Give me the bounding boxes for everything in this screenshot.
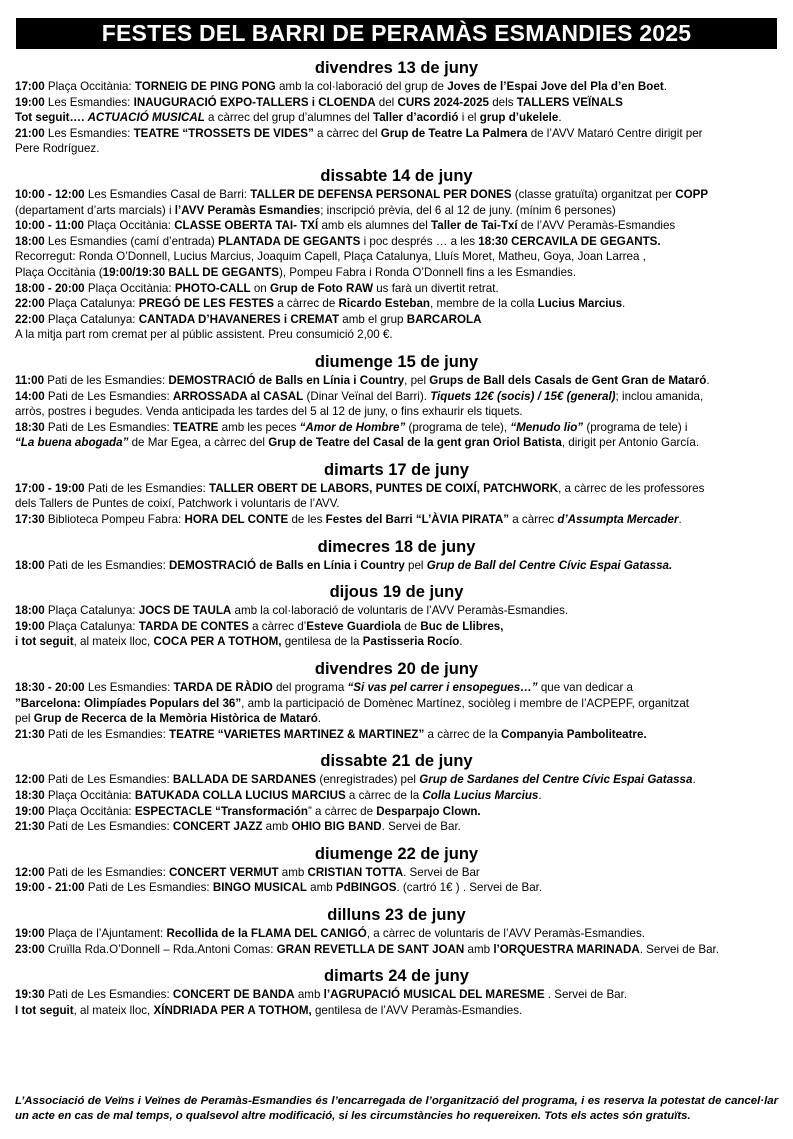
event-text: PLANTADA DE GEGANTS: [218, 234, 361, 248]
event-text: Biblioteca Pompeu Fabra:: [44, 513, 185, 527]
event-text: de l’AVV Peramàs-Esmandies: [517, 219, 676, 233]
event-text: .: [622, 297, 626, 311]
event-text: Plaça Catalunya:: [44, 312, 139, 326]
event-text: Buc de Llibres,: [420, 619, 504, 633]
event-text: arròs, postres i begudes. Venda anticipada les tardes del 5 al 12 de juny, o fins exhaurir els tiquets.: [15, 405, 523, 419]
event-text: i poc després … a les: [360, 234, 479, 248]
day-heading: dijous 19 de juny: [329, 583, 464, 602]
event-text: CANTADA D’HAVANERES i CREMAT: [138, 312, 340, 326]
event-text: 17:00: [15, 80, 45, 93]
event-text: Pati de les Esmandies:: [44, 727, 170, 741]
event-text: Pati de les Esmandies:: [84, 481, 209, 495]
event-text: amb: [306, 881, 336, 895]
event-text: Plaça Occitània:: [83, 219, 175, 233]
event-text: CONCERT DE BANDA: [172, 988, 295, 1002]
event-text: 17:00 - 19:00: [15, 481, 85, 495]
event-text: amb la col·laboració de voluntaris de l’AVV Peramàs-Esmandies.: [231, 604, 569, 618]
day-heading: diumenge 15 de juny: [314, 352, 479, 371]
event-text: CRISTIAN TOTTA: [307, 865, 404, 879]
event-line: [15, 819, 778, 835]
event-text: Pati de Les Esmandies:: [44, 420, 173, 434]
event-text: de les: [288, 513, 326, 527]
event-text: 19:30: [15, 988, 45, 1002]
event-text: CONCERT JAZZ: [172, 820, 263, 834]
event-text: Plaça Occitània (: [15, 265, 103, 279]
event-text: 17:30: [15, 513, 45, 527]
event-line: [15, 420, 778, 436]
day-heading: dilluns 23 de juny: [327, 905, 466, 924]
event-text: XÍNDRIADA PER A TOTHOM,: [153, 1003, 312, 1017]
event-line: [15, 481, 778, 497]
event-text: Les Esmandies (camí d’entrada): [44, 234, 218, 248]
event-text: Taller de Tai-Txí: [431, 219, 518, 233]
event-text: de Mar Egea, a càrrec del: [128, 436, 269, 450]
event-text: TORNEIG DE PING PONG: [134, 80, 276, 93]
event-line: [15, 203, 778, 219]
event-text: .: [692, 773, 696, 787]
event-text: , dirigit per Antonio García.: [561, 436, 700, 450]
event-text: , pel: [404, 373, 430, 387]
day-heading: dissabte 21 de juny: [320, 752, 473, 771]
day-heading: dissabte 14 de juny: [320, 166, 473, 185]
event-text: Taller d’acordió: [372, 111, 459, 125]
event-text: BARCAROLA: [406, 312, 482, 326]
event-text: Grup de Teatre La Palmera: [380, 126, 528, 140]
event-text: .: [538, 789, 542, 802]
event-text: (departament d’arts marcials) i: [15, 203, 175, 217]
event-text: Colla Lucius Marcius: [422, 789, 539, 802]
event-text: Pati de les Esmandies:: [44, 373, 169, 387]
event-text: 18:00: [15, 604, 45, 618]
event-line: [15, 389, 778, 405]
day-heading: diumenge 22 de juny: [314, 844, 479, 863]
event-text: , a càrrec de voluntaris de l’AVV Peramàs-Esmandies.: [366, 926, 645, 940]
event-text: 19:00: [15, 926, 45, 940]
event-text: Tot seguit….: [15, 111, 88, 125]
event-text: Les Esmandies:: [44, 95, 134, 109]
event-text: I tot seguit: [15, 1003, 74, 1017]
event-line: [15, 788, 778, 804]
event-text: del programa: [272, 681, 348, 695]
event-text: Joves de l’Espai Jove del Pla d’en Boet: [447, 80, 664, 93]
event-line: [15, 696, 778, 712]
event-line: [15, 265, 778, 281]
program-schedule: [15, 58, 778, 1018]
event-text: , al mateix lloc,: [73, 1003, 154, 1017]
event-text: amb el grup: [339, 312, 407, 326]
event-text: Pati de Les Esmandies:: [44, 389, 173, 403]
event-text: (classe gratuïta) organitzat per: [511, 187, 676, 201]
event-text: (programa de tele),: [405, 420, 511, 434]
event-text: Grup de Teatre del Casal de la gent gran Oriol Batista: [268, 436, 562, 450]
event-text: .: [558, 111, 562, 125]
program-page: [0, 18, 793, 1139]
event-text: a càrrec: [509, 513, 558, 527]
event-text: “Amor de Hombre”: [299, 420, 406, 434]
event-text: 18:30 - 20:00: [15, 681, 85, 695]
event-text: . Servei de Bar.: [381, 820, 461, 834]
event-line: [15, 512, 778, 528]
event-text: a càrrec de la: [345, 789, 423, 802]
event-line: [15, 880, 778, 896]
event-line: [15, 603, 778, 619]
event-text: Grup de Sardanes del Centre Cívic Espai Gatassa: [419, 773, 693, 787]
event-text: Plaça Catalunya:: [44, 297, 139, 311]
event-text: Esteve Guardiola: [306, 619, 401, 633]
event-text: .: [706, 373, 710, 387]
event-text: Pastisseria Rocío: [362, 635, 460, 649]
event-text: de: [400, 619, 421, 633]
event-text: a càrrec del: [313, 126, 381, 140]
event-text: amb: [464, 942, 494, 956]
event-text: Plaça Occitània:: [44, 804, 135, 818]
event-text: ACTUACIÓ MUSICAL: [87, 111, 205, 125]
event-text: a càrrec d’: [248, 619, 307, 633]
event-text: 18:30: [15, 420, 45, 434]
event-text: ESPECTACLE “Transformación: [134, 804, 308, 818]
event-line: [15, 234, 778, 250]
event-text: TARDA DE CONTES: [138, 619, 249, 633]
event-text: “La buena abogada”: [15, 436, 129, 450]
event-line: [15, 404, 778, 420]
event-text: ARROSSADA al CASAL: [172, 389, 304, 403]
day-heading: dimarts 24 de juny: [324, 967, 469, 986]
event-text: Cruïlla Rda.O’Donnell – Rda.Antoni Comas:: [44, 942, 277, 956]
day-heading: dimecres 18 de juny: [317, 537, 476, 556]
event-text: 23:00: [15, 942, 45, 956]
event-line: [15, 296, 778, 312]
event-line: [15, 680, 778, 696]
event-text: amb: [262, 820, 292, 834]
event-text: .: [678, 513, 682, 527]
event-line: [15, 373, 778, 389]
event-text: BALLADA DE SARDANES: [172, 773, 317, 787]
event-line: [15, 141, 778, 157]
event-text: 21:30: [15, 820, 45, 834]
event-text: BINGO MUSICAL: [212, 881, 307, 895]
event-text: .: [663, 80, 667, 93]
event-line: [15, 95, 778, 111]
event-text: (programa de tele) i: [583, 420, 688, 434]
event-line: [15, 187, 778, 203]
event-text: dels Tallers de Puntes de coixí, Patchwork i voluntaris de l’AVV.: [15, 497, 340, 511]
event-text: DEMOSTRACIÓ de Balls en Línia i Country: [168, 373, 405, 387]
event-text: BATUKADA COLLA LUCIUS MARCIUS: [134, 789, 346, 802]
event-text: , membre de la colla: [430, 297, 538, 311]
event-text: d’Assumpta Mercader: [557, 513, 679, 527]
event-text: 14:00: [15, 389, 45, 403]
event-text: 10:00 - 11:00: [15, 219, 84, 233]
event-text: 19:00 - 21:00: [15, 881, 85, 895]
event-text: 19:00: [15, 95, 45, 109]
event-text: amb: [294, 988, 324, 1002]
event-text: Les Esmandies:: [44, 126, 134, 140]
event-text: gentilesa de l’AVV Peramàs-Esmandies.: [311, 1003, 523, 1017]
event-line: [15, 1003, 778, 1019]
event-text: Plaça Catalunya:: [44, 619, 139, 633]
event-text: 12:00: [15, 773, 45, 787]
event-text: Companyia Pamboliteatre.: [501, 727, 647, 741]
event-text: .: [459, 635, 463, 649]
event-text: de l’AVV Mataró Centre dirigit per: [527, 126, 703, 140]
event-text: 11:00: [15, 373, 45, 387]
event-text: TEATRE “TROSSETS DE VIDES”: [133, 126, 314, 140]
event-line: [15, 865, 778, 881]
event-text: ; inclou amanida,: [615, 389, 704, 403]
event-text: A la mitja part rom cremat per al públic assistent. Preu consumició 2,00 €.: [15, 328, 393, 342]
event-text: . Servei de Bar.: [639, 942, 719, 956]
event-text: Grup de Ball del Centre Cívic Espai Gatassa.: [426, 558, 673, 572]
event-text: Plaça de l’Ajuntament:: [44, 926, 167, 940]
event-text: amb la col·laboració del grup de: [275, 80, 448, 93]
event-text: .: [317, 712, 322, 726]
event-line: [15, 218, 778, 234]
event-text: , amb la participació de Domènec Martínez, sociòleg i membre de l’ACPEPF, organitzat: [241, 696, 690, 710]
event-text: a càrrec de la: [424, 727, 501, 741]
event-text: Ricardo Esteban: [338, 297, 430, 311]
event-text: 19:00: [15, 804, 45, 818]
event-text: Lucius Marcius: [537, 297, 623, 311]
event-text: , a càrrec de les professores: [558, 481, 705, 495]
event-line: [15, 727, 778, 743]
event-text: 22:00: [15, 297, 45, 311]
event-text: amb: [278, 865, 308, 879]
event-text: GRAN REVETLLA DE SANT JOAN: [276, 942, 465, 956]
event-text: . Servei de Bar.: [544, 988, 628, 1002]
event-text: TARDA DE RÀDIO: [173, 681, 273, 695]
event-line: [15, 942, 778, 958]
event-line: [15, 619, 778, 635]
event-line: [15, 281, 778, 297]
event-line: [15, 926, 778, 942]
event-text: 18:30 CERCAVILA DE GEGANTS.: [478, 234, 661, 248]
event-text: CLASSE OBERTA TAI- TXÍ: [174, 219, 319, 233]
event-line: [15, 79, 778, 95]
event-text: del: [375, 95, 398, 109]
event-line: [15, 987, 778, 1003]
day-heading: divendres 20 de juny: [314, 660, 479, 679]
event-text: PREGÓ DE LES FESTES: [138, 297, 275, 311]
event-text: TALLER OBERT DE LABORS, PUNTES DE COIXÍ, PATCHWORK: [208, 481, 559, 495]
event-line: [15, 327, 778, 343]
event-text: “Si vas pel carrer i ensopegues…”: [347, 681, 538, 695]
event-text: Pati de Les Esmandies:: [44, 820, 173, 834]
event-text: (Dinar Veïnal del Barri).: [303, 389, 431, 403]
event-text: que van dedicar a: [537, 681, 633, 695]
event-text: JOCS DE TAULA: [138, 604, 232, 618]
event-text: 19:00/19:30 BALL DE GEGANTS: [102, 265, 279, 279]
event-line: [15, 312, 778, 328]
event-text: l’ORQUESTRA MARINADA: [493, 942, 640, 956]
event-text: a càrrec del grup d’alumnes del: [204, 111, 373, 125]
event-text: Grup de Foto RAW: [269, 281, 374, 295]
event-text: COCA PER A TOTHOM,: [153, 635, 282, 649]
event-text: Grup de Recerca de la Memòria Històrica de Mataró: [33, 712, 318, 726]
event-text: amb els alumnes del: [318, 219, 432, 233]
event-text: TALLERS VEÏNALS: [516, 95, 623, 109]
event-line: [15, 435, 778, 451]
event-text: HORA DEL CONTE: [184, 513, 289, 527]
event-line: [15, 496, 778, 512]
event-text: Pati de les Esmandies:: [44, 558, 170, 572]
event-text: pel: [404, 558, 427, 572]
event-text: dels: [489, 95, 517, 109]
event-text: Festes del Barri “L’ÀVIA PIRATA”: [325, 513, 510, 527]
event-text: grup d’ukelele: [479, 111, 559, 125]
event-text: 18:00: [15, 234, 45, 248]
event-text: Pati de Les Esmandies:: [44, 988, 173, 1002]
event-text: 21:30: [15, 727, 45, 741]
event-text: 22:00: [15, 312, 45, 326]
event-line: [15, 126, 778, 142]
event-line: [15, 558, 778, 574]
event-text: Recorregut: Ronda O’Donnell, Lucius Marcius, Joaquim Capell, Plaça Catalunya, Lluís Moret, Matheu, Goya, Joan Larrea ,: [15, 250, 646, 264]
page-title: FESTES DEL BARRI DE PERAMÀS ESMANDIES 2025: [16, 18, 777, 49]
event-text: on: [250, 281, 270, 295]
event-text: PdBINGOS: [335, 881, 397, 895]
event-text: a càrrec de: [274, 297, 339, 311]
event-text: INAUGURACIÓ EXPO-TALLERS i CLOENDA: [133, 95, 376, 109]
event-text: TEATRE “VARIETES MARTINEZ & MARTINEZ”: [169, 727, 425, 741]
event-text: l’AGRUPACIÓ MUSICAL DEL MARESME: [323, 988, 545, 1002]
event-text: i el: [458, 111, 480, 125]
day-heading: dimarts 17 de juny: [324, 460, 469, 479]
event-text: CURS 2024-2025: [397, 95, 490, 109]
event-text: 19:00: [15, 619, 45, 633]
event-text: CONCERT VERMUT: [169, 865, 279, 879]
event-text: ; inscripció prèvia, del 6 al 12 de juny. (mínim 6 persones): [320, 203, 616, 217]
event-line: [15, 249, 778, 265]
event-text: Plaça Occitània:: [44, 789, 135, 802]
event-line: [15, 110, 778, 126]
event-text: amb les peces: [218, 420, 300, 434]
event-line: [15, 711, 778, 727]
event-text: “Menudo lio”: [510, 420, 584, 434]
event-text: COPP: [675, 187, 709, 201]
event-text: DEMOSTRACIÓ de Balls en Línia i Country: [169, 558, 405, 572]
event-text: Grups de Ball dels Casals de Gent Gran de Mataró: [429, 373, 707, 387]
event-text: 12:00: [15, 865, 45, 879]
event-text: Pati de Les Esmandies:: [84, 881, 213, 895]
event-text: gentilesa de la: [281, 635, 363, 649]
event-text: 18:30: [15, 789, 45, 802]
event-text: Plaça Occitània:: [84, 281, 175, 295]
event-text: Plaça Occitània:: [44, 80, 135, 93]
event-text: 21:00: [15, 126, 45, 140]
event-text: TALLER DE DEFENSA PERSONAL PER DONES: [250, 187, 512, 201]
day-heading: divendres 13 de juny: [314, 59, 479, 77]
event-text: Recollida de la FLAMA DEL CANIGÓ: [166, 926, 367, 940]
event-text: us farà un divertit retrat.: [373, 281, 499, 295]
event-text: 10:00 - 12:00: [15, 187, 85, 201]
event-text: , al mateix lloc,: [73, 635, 154, 649]
event-text: Tiquets 12€ (socis) / 15€ (general): [430, 389, 616, 403]
event-line: [15, 804, 778, 820]
event-text: ), Pompeu Fabra i Ronda O’Donnell fins a les Esmandies.: [278, 265, 577, 279]
event-text: OHIO BIG BAND: [291, 820, 382, 834]
footer-note: L’Associació de Veïns i Veïnes de Peramàs-Esmandies és l’encarregada de l’organització del programa, i es reserva la potestat de cancel·lar un acte en cas de mal temps, o qualsevol altre modificació, si les circumstàncies ho requereixen. Tots els actes són gratuïts.: [15, 1095, 778, 1122]
event-text: Plaça Catalunya:: [44, 604, 139, 618]
event-line: [15, 772, 778, 788]
event-text: . Servei de Bar: [403, 865, 480, 879]
event-text: Pere Rodríguez.: [15, 142, 100, 156]
event-text: Les Esmandies Casal de Barri:: [84, 187, 251, 201]
event-text: 18:00: [15, 558, 45, 572]
event-line: [15, 634, 778, 650]
event-text: Les Esmandies:: [84, 681, 174, 695]
event-text: 18:00 - 20:00: [15, 281, 85, 295]
event-text: PHOTO-CALL: [174, 281, 251, 295]
event-text: l’AVV Peramàs Esmandies: [174, 203, 321, 217]
event-text: pel: [15, 712, 34, 726]
event-text: (enregistrades) pel: [316, 773, 420, 787]
event-text: ”Barcelona: Olimpíades Populars del 36”: [15, 696, 242, 710]
event-text: i tot seguit: [15, 635, 74, 649]
event-text: TEATRE: [172, 420, 219, 434]
event-text: . (cartró 1€ ) . Servei de Bar.: [396, 881, 543, 895]
event-text: Desparpajo Clown.: [376, 804, 481, 818]
event-text: Pati de Les Esmandies:: [44, 773, 173, 787]
event-text: Pati de les Esmandies:: [44, 865, 170, 879]
event-text: ” a càrrec de: [307, 804, 377, 818]
